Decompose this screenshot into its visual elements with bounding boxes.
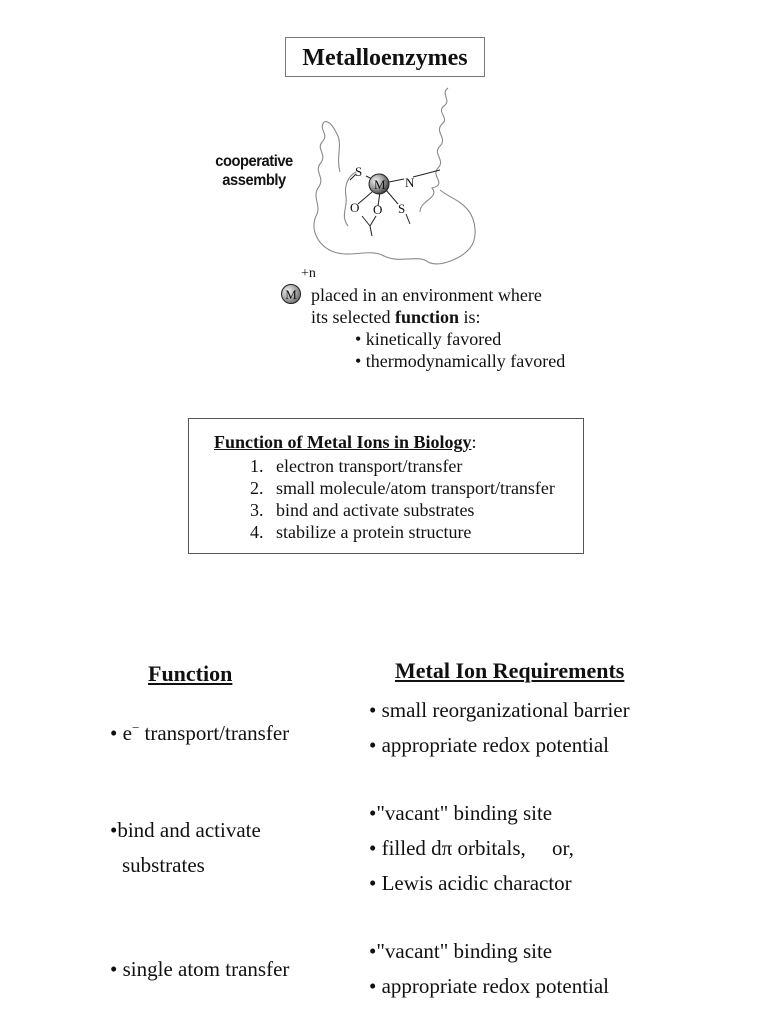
function-row-1-sup: − <box>131 720 140 735</box>
function-row-2-line1: •bind and activate <box>110 818 261 842</box>
atom-s2-label: S <box>398 201 406 216</box>
requirement-item: •"vacant" binding site <box>369 939 553 963</box>
list-item-number: 1. <box>250 456 264 476</box>
list-item-number: 2. <box>250 478 264 498</box>
atom-s1-label: S <box>355 164 363 179</box>
requirement-item: • Lewis acidic charactor <box>369 871 572 895</box>
intro-bullet: • thermodynamically favored <box>355 351 566 371</box>
assembly-label <box>210 152 298 190</box>
intro-bullet: • kinetically favored <box>355 329 502 349</box>
requirements-row-3 <box>369 934 609 1004</box>
metalloenzyme-diagram <box>300 80 500 270</box>
function-row-1-prefix: • e <box>110 721 132 745</box>
function-box-list <box>250 455 555 543</box>
list-item-text: electron transport/transfer <box>276 456 463 476</box>
requirements-column-header: Metal Ion Requirements <box>395 658 625 683</box>
atom-o1-label: O <box>350 200 360 215</box>
requirement-item: •"vacant" binding site <box>369 801 553 825</box>
function-box-heading <box>214 432 477 453</box>
intro-line2-suffix: is: <box>459 307 481 327</box>
assembly-label-line1: cooperative <box>215 153 293 170</box>
list-item-text: small molecule/atom transport/transfer <box>276 478 555 498</box>
requirement-item: • appropriate redox potential <box>369 733 610 757</box>
function-row-1 <box>110 710 289 751</box>
list-item-text: stabilize a protein structure <box>276 522 472 542</box>
metal-badge: M <box>281 284 301 304</box>
list-item-number: 4. <box>250 522 264 542</box>
function-row-3: • single atom transfer <box>110 957 290 981</box>
intro-line2 <box>311 306 565 328</box>
coordination-bonds <box>350 170 440 236</box>
requirements-row-2 <box>369 796 574 901</box>
intro-line2-bold: function <box>394 307 459 327</box>
atom-o2-label: O <box>373 202 383 217</box>
assembly-label-line2: assembly <box>222 172 286 189</box>
function-box-title: Function of Metal Ions in Biology <box>214 432 472 452</box>
list-item <box>250 477 555 499</box>
list-item-number: 3. <box>250 500 264 520</box>
list-item <box>250 499 555 521</box>
requirement-item: • small reorganizational barrier <box>369 698 630 722</box>
function-row-2-line2: substrates <box>122 853 205 877</box>
intro-line2-prefix: its selected <box>311 307 395 327</box>
protein-chain <box>314 88 475 264</box>
list-item <box>250 455 555 477</box>
atom-n-label: N <box>405 175 415 190</box>
atom-metal-label: M <box>374 177 386 192</box>
intro-line1: placed in an environment where <box>311 285 542 305</box>
function-row-1-rest: transport/transfer <box>139 721 290 745</box>
page-title: Metalloenzymes <box>285 37 485 77</box>
list-item-text: bind and activate substrates <box>276 500 475 520</box>
function-column-header: Function <box>148 661 233 686</box>
requirement-item: • filled dπ orbitals, or, <box>369 836 574 860</box>
metal-charge: +n <box>301 266 316 281</box>
function-row-2 <box>110 813 261 883</box>
requirements-row-1 <box>369 693 630 763</box>
intro-text <box>311 284 565 372</box>
requirement-item: • appropriate redox potential <box>369 974 610 998</box>
function-box-colon: : <box>471 432 477 452</box>
list-item <box>250 521 555 543</box>
